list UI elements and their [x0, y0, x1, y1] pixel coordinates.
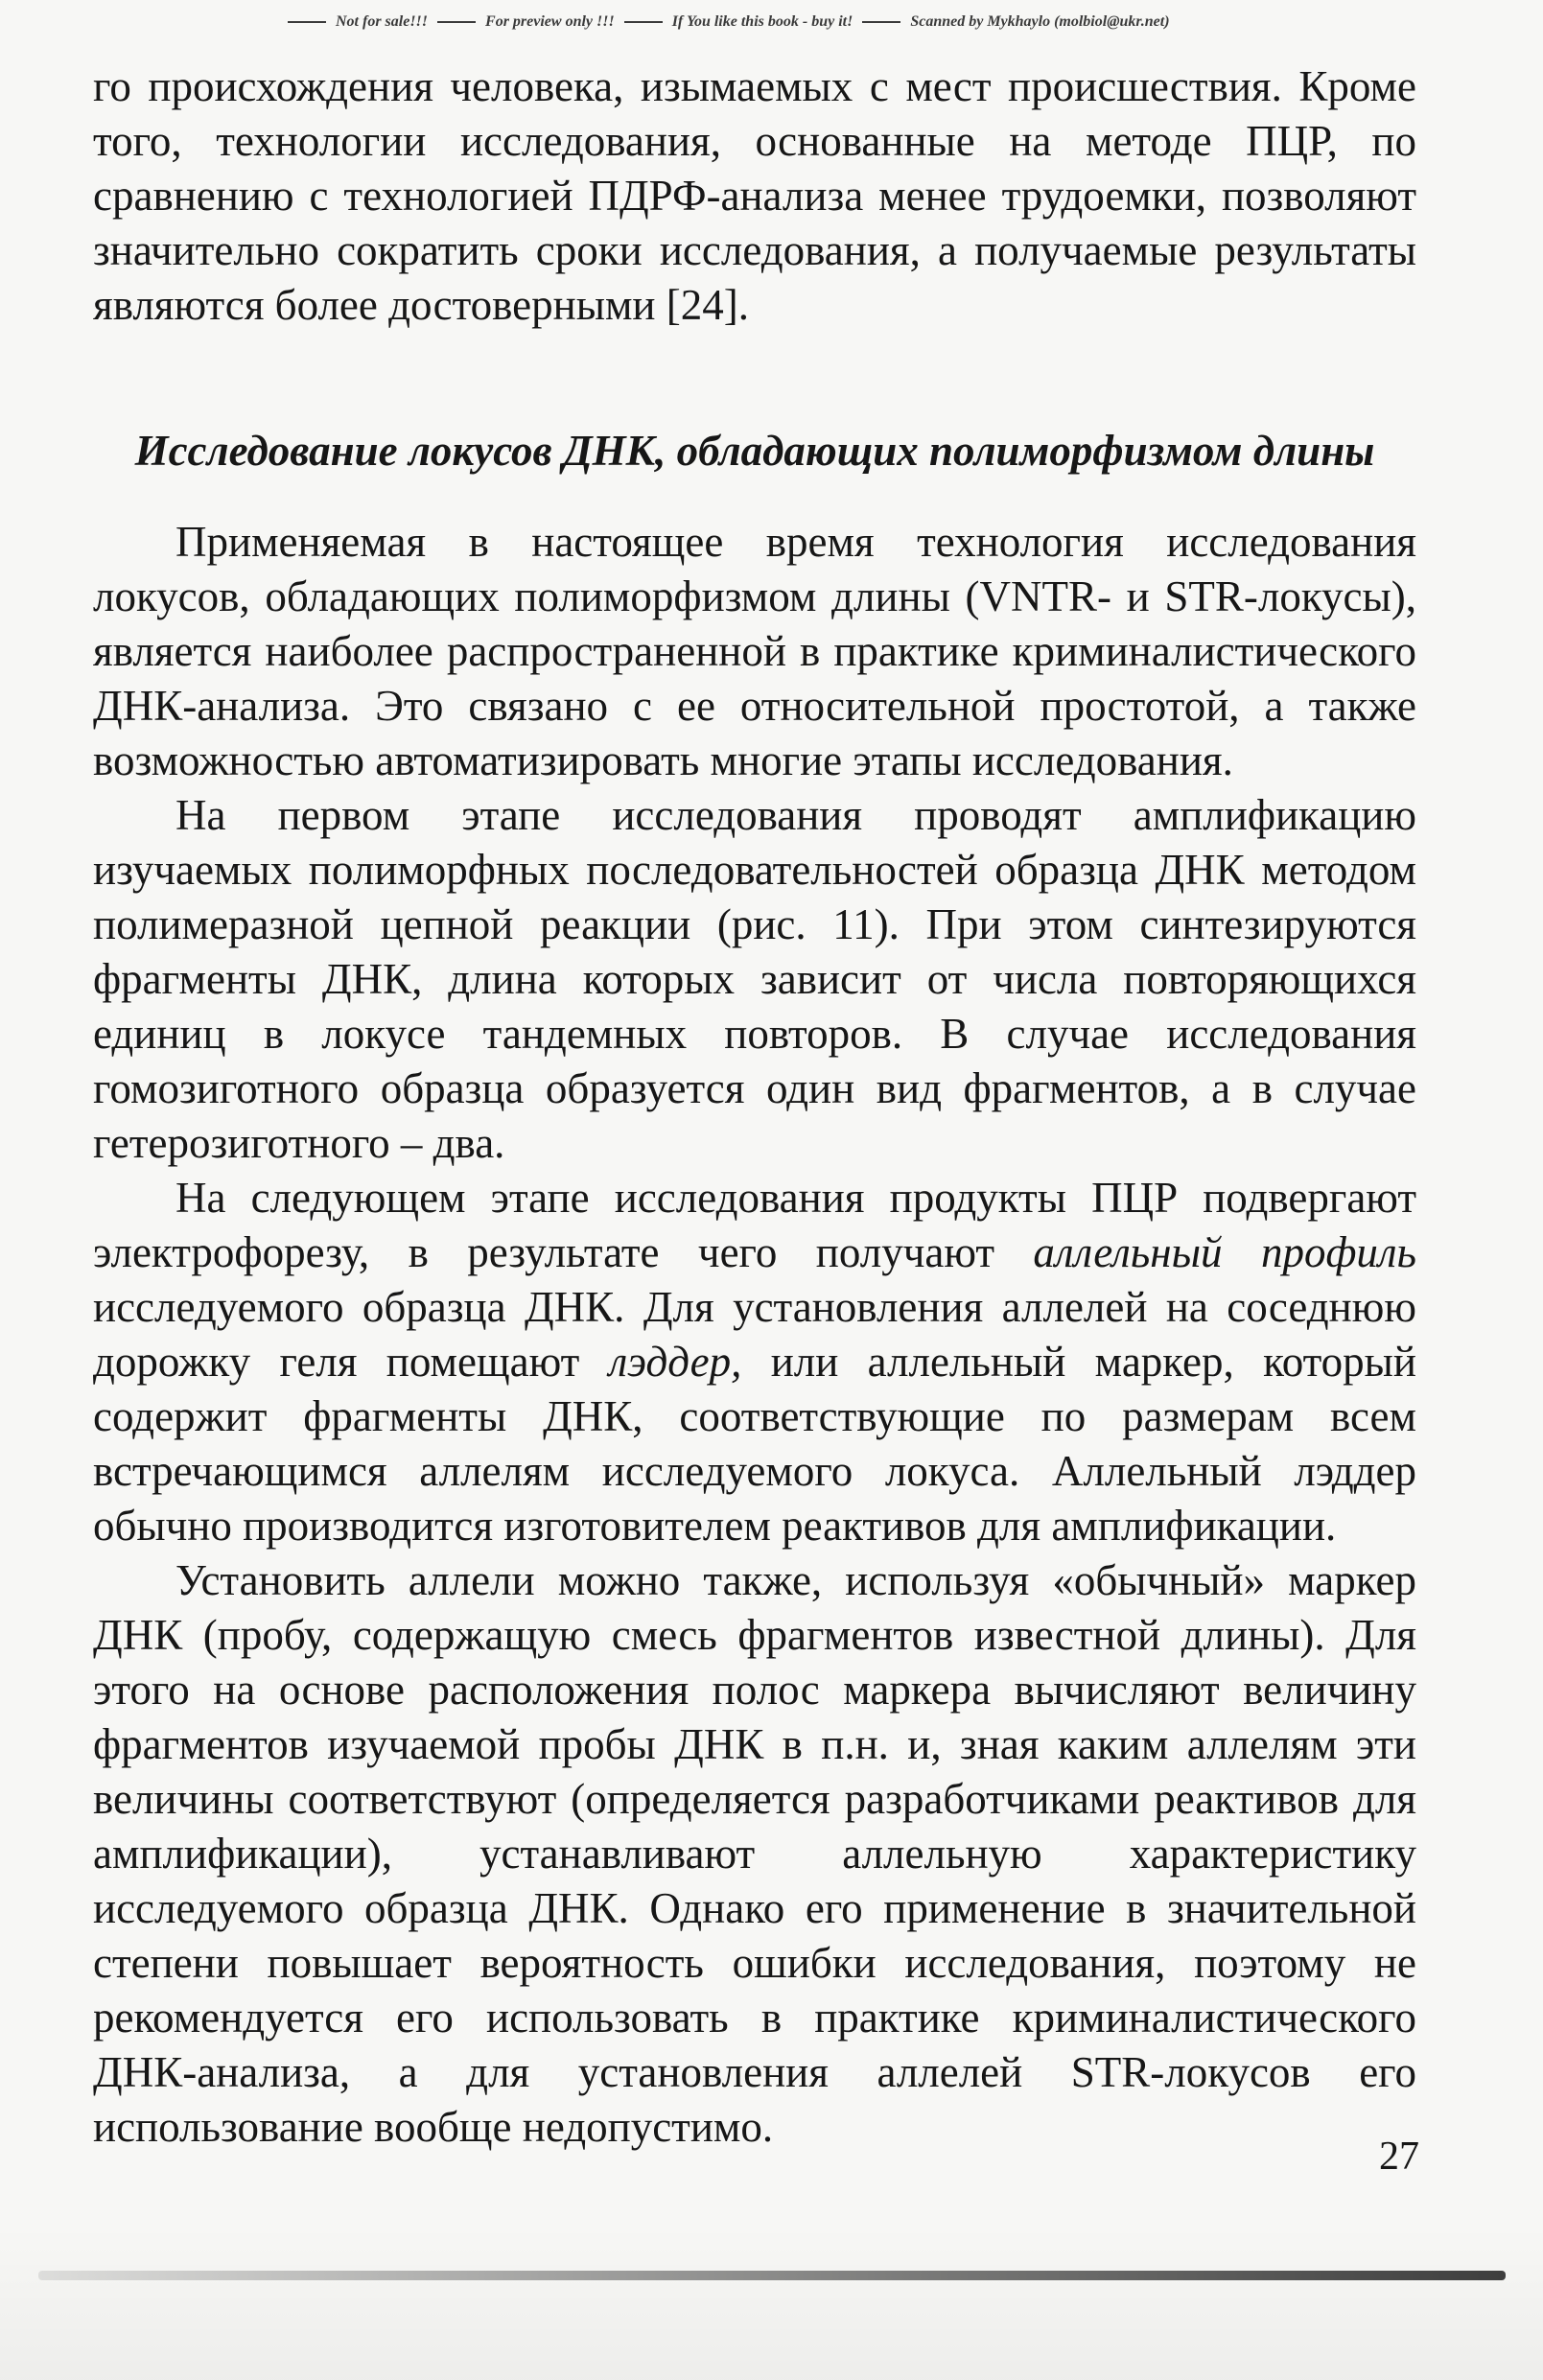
watermark-text-3: If You like this book - buy it!	[671, 13, 853, 30]
watermark-text-1: Not for sale!!!	[336, 13, 429, 30]
paragraph-2: На первом этапе исследования проводят амплификацию изучаемых полиморфных последовательностей образца ДНК методом полимеразной цепной реакции (рис. 11). При этом синтезируются фрагменты ДНК, длина которых зависит от числа повторяющихся единиц в локусе тандемных повторов. В случае исследования гомозиготного образца образуется один вид фрагментов, а в случае гетерозиготного – два.	[93, 791, 1416, 1167]
paragraph-3-text-a: На следующем этапе исследования продукты ПЦР подвергают электрофорезу, в результате чего получают	[93, 1174, 1416, 1276]
term-ladder: лэддер,	[608, 1338, 742, 1386]
paragraph-3-text-c: или аллельный маркер, который содержит фрагменты ДНК, соответствующие по размерам всем встречающимся аллелям исследуемого локуса. Аллельный лэддер обычно производится изготовителем реактивов для амплификации.	[93, 1338, 1416, 1550]
continuation-paragraph-block	[93, 59, 1416, 333]
watermark-text-4: Scanned by Mykhaylo (molbiol@ukr.net)	[910, 13, 1170, 30]
term-allelic-profile: аллельный профиль	[1033, 1228, 1416, 1276]
paragraph-3-text-b: исследуемого образца ДНК. Для установления аллелей на соседнюю дорожку геля помещают	[93, 1283, 1416, 1386]
watermark-rule	[624, 21, 663, 23]
watermark-rule	[862, 21, 900, 23]
continuation-paragraph: го происхождения человека, изымаемых с мест происшествия. Кроме того, технологии исследования, основанные на методе ПЦР, по сравнению с технологией ПДРФ-анализа менее трудоемки, позволяют значительно сократить сроки исследования, а получаемые результаты являются более достоверными [24].	[93, 62, 1416, 329]
section-heading: Исследование локусов ДНК, обладающих полиморфизмом длины	[134, 427, 1375, 475]
scan-watermark	[288, 8, 1285, 36]
page-bottom-shade	[0, 2225, 1543, 2380]
paragraph-3	[93, 1171, 1416, 1553]
watermark-rule	[437, 21, 476, 23]
watermark-text-2: For preview only !!!	[485, 13, 615, 30]
section-body	[93, 515, 1416, 2155]
paragraph-4: Установить аллели можно также, используя «обычный» маркер ДНК (пробу, содержащую смесь фрагментов известной длины). Для этого на основе расположения полос маркера вычисляют величину фрагментов изучаемой пробы ДНК в п.н. и, зная каким аллелям эти величины соответствуют (определяется разработчиками реактивов для амплификации), устанавливают аллельную характеристику исследуемого образца ДНК. Однако его применение в значительной степени повышает вероятность ошибки исследования, поэтому не рекомендуется его использовать в практике криминалистического ДНК-анализа, а для установления аллелей STR-локусов его использование вообще недопустимо.	[93, 1556, 1416, 2151]
page-number: 27	[1379, 2135, 1419, 2179]
watermark-rule	[288, 21, 326, 23]
paragraph-1: Применяемая в настоящее время технология исследования локусов, обладающих полиморфизмом длины (VNTR- и STR-локусы), является наиболее распространенной в практике криминалистического ДНК-анализа. Это связано с ее относительной простотой, а также возможностью автоматизировать многие этапы исследования.	[93, 518, 1416, 784]
page-edge-line	[38, 2271, 1506, 2280]
